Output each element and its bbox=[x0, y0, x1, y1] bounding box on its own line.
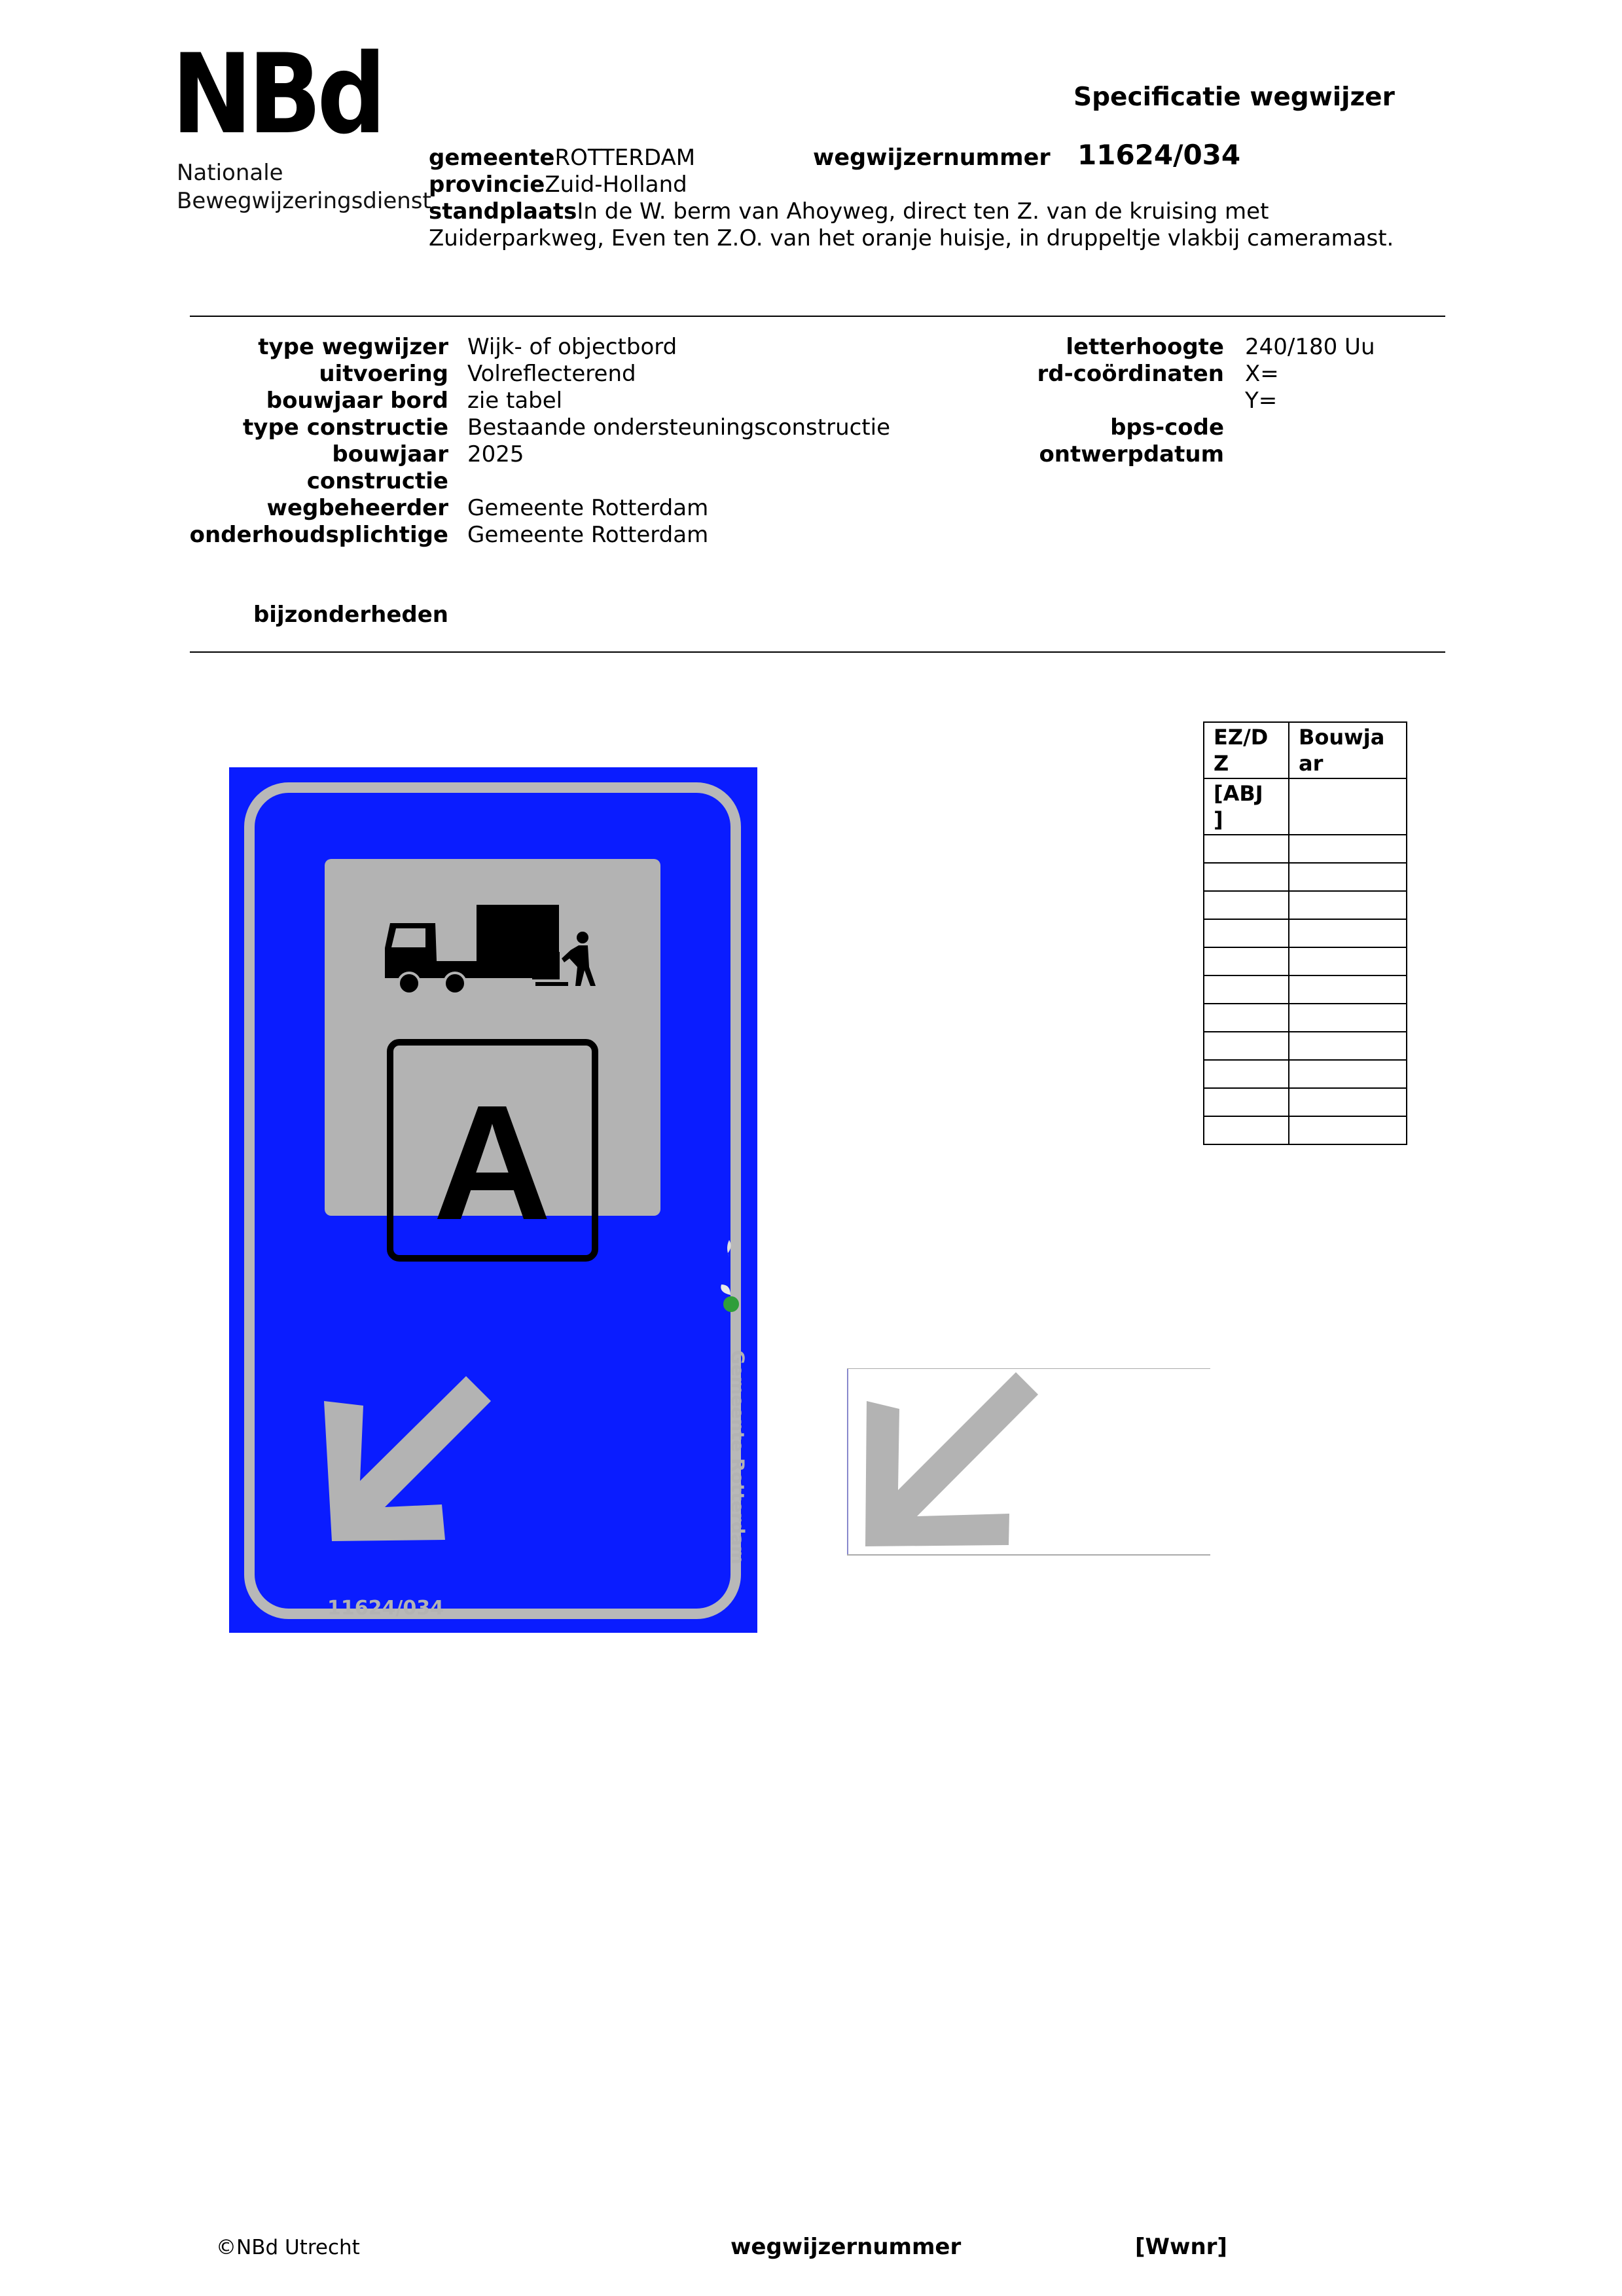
sign-number: 11624/034 bbox=[327, 1597, 444, 1620]
label-bps-code: bps-code bbox=[1110, 414, 1224, 441]
table-header-ezdz: EZ/D Z bbox=[1204, 722, 1289, 778]
value-rd-x: X= bbox=[1245, 361, 1279, 387]
table-cell bbox=[1289, 1060, 1407, 1088]
nbd-logo-mark: NBd bbox=[171, 30, 382, 158]
gemeente-row bbox=[429, 147, 695, 169]
value-type-constructie: Bestaande ondersteuningsconstructie bbox=[467, 414, 890, 441]
table-row bbox=[1204, 835, 1407, 863]
bouwjaar-table bbox=[1203, 721, 1407, 1145]
table-cell bbox=[1289, 891, 1407, 919]
table-cell bbox=[1289, 1116, 1407, 1144]
table-cell bbox=[1289, 863, 1407, 891]
divider-top bbox=[190, 316, 1445, 317]
table-row bbox=[1204, 891, 1407, 919]
table-cell bbox=[1289, 1088, 1407, 1116]
provincie-label: provincie bbox=[429, 172, 545, 198]
table-cell bbox=[1289, 975, 1407, 1004]
divider-bottom bbox=[190, 651, 1445, 653]
gemeente-label: gemeente bbox=[429, 145, 555, 171]
label-onderhoudsplichtige: onderhoudsplichtige bbox=[189, 522, 448, 548]
table-cell bbox=[1204, 975, 1289, 1004]
table-cell bbox=[1289, 947, 1407, 975]
label-type-constructie: type constructie bbox=[243, 414, 448, 441]
value-bouwjaar: 2025 bbox=[467, 441, 524, 467]
table-cell bbox=[1204, 1116, 1289, 1144]
table-cell bbox=[1204, 1088, 1289, 1116]
sign-rendering bbox=[229, 767, 757, 1633]
label-letterhoogte: letterhoogte bbox=[1066, 334, 1224, 360]
value-letterhoogte: 240/180 Uu bbox=[1245, 334, 1375, 360]
provincie-value: Zuid-Holland bbox=[545, 172, 687, 198]
value-bouwjaar-bord: zie tabel bbox=[467, 388, 563, 414]
table-row bbox=[1204, 1004, 1407, 1032]
label-ontwerpdatum: ontwerpdatum bbox=[1039, 441, 1224, 467]
details-left-labels bbox=[164, 334, 448, 549]
arrow-detail-panel bbox=[847, 1368, 1214, 1558]
value-wegbeheerder: Gemeente Rotterdam bbox=[467, 495, 709, 521]
table-cell bbox=[1204, 947, 1289, 975]
label-rd-y bbox=[956, 388, 1224, 414]
details-left-values bbox=[467, 334, 890, 549]
value-ontwerpdatum bbox=[1245, 441, 1375, 468]
value-rd-y: Y= bbox=[1245, 388, 1278, 414]
standplaats-row bbox=[429, 200, 1269, 223]
table-cell bbox=[1289, 919, 1407, 947]
logo-line-2: Bewegwijzeringsdienst bbox=[177, 188, 431, 214]
wegwijzernummer-value: 11624/034 bbox=[1077, 139, 1241, 171]
label-rd-coordinaten: rd-coördinaten bbox=[1037, 361, 1224, 387]
table-row bbox=[1204, 919, 1407, 947]
standplaats-label: standplaats bbox=[429, 198, 577, 225]
arrow-down-left-icon bbox=[865, 1372, 1038, 1546]
sign-vertical-text: Gemeente Rotterdam bbox=[727, 1350, 748, 1565]
table-cell bbox=[1289, 1032, 1407, 1060]
table-row bbox=[1204, 1116, 1407, 1144]
table-cell bbox=[1204, 1060, 1289, 1088]
label-bijzonderheden: bijzonderheden bbox=[253, 602, 448, 628]
table-row bbox=[1204, 1060, 1407, 1088]
table-row bbox=[1204, 778, 1407, 835]
label-wegbeheerder: wegbeheerder bbox=[266, 495, 448, 521]
details-right-values bbox=[1245, 334, 1375, 468]
table-header-bouwjaar: Bouwja ar bbox=[1289, 722, 1407, 778]
table-row bbox=[1204, 863, 1407, 891]
table-cell-abj: [ABJ ] bbox=[1204, 778, 1289, 835]
table-cell bbox=[1289, 778, 1407, 835]
value-onderhoudsplichtige: Gemeente Rotterdam bbox=[467, 522, 709, 548]
table-row bbox=[1204, 1088, 1407, 1116]
label-constructie: constructie bbox=[306, 468, 448, 494]
table-cell bbox=[1204, 835, 1289, 863]
table-row bbox=[1204, 975, 1407, 1004]
table-cell bbox=[1204, 863, 1289, 891]
label-type-wegwijzer: type wegwijzer bbox=[258, 334, 448, 360]
value-bps-code bbox=[1245, 414, 1375, 441]
table-row bbox=[1204, 947, 1407, 975]
sign-letter: A bbox=[433, 1071, 552, 1254]
table-cell bbox=[1204, 1032, 1289, 1060]
label-uitvoering: uitvoering bbox=[319, 361, 448, 387]
details-right-labels bbox=[956, 334, 1224, 468]
footer-wwnr-label: wegwijzernummer bbox=[730, 2234, 962, 2260]
value-type-wegwijzer: Wijk- of objectbord bbox=[467, 334, 677, 360]
footer-wwnr-value: [Wwnr] bbox=[1135, 2234, 1227, 2260]
logo-line-1: Nationale bbox=[177, 160, 283, 186]
table-cell bbox=[1204, 1004, 1289, 1032]
table-cell bbox=[1289, 835, 1407, 863]
gemeente-value: ROTTERDAM bbox=[554, 145, 696, 171]
table-cell bbox=[1289, 1004, 1407, 1032]
value-uitvoering: Volreflecterend bbox=[467, 361, 636, 387]
wegwijzernummer-label: wegwijzernummer bbox=[813, 145, 1051, 171]
document-title: Specificatie wegwijzer bbox=[1073, 82, 1395, 112]
label-bouwjaar-bord: bouwjaar bord bbox=[266, 388, 448, 414]
label-bouwjaar: bouwjaar bbox=[332, 441, 448, 467]
table-row bbox=[1204, 1032, 1407, 1060]
footer-copyright: ©NBd Utrecht bbox=[216, 2236, 360, 2259]
table-cell bbox=[1204, 891, 1289, 919]
standplaats-value-2: Zuiderparkweg, Even ten Z.O. van het oranje huisje, in druppeltje vlakbij cameramast. bbox=[429, 225, 1394, 251]
provincie-row bbox=[429, 173, 687, 196]
table-cell bbox=[1204, 919, 1289, 947]
value-constructie bbox=[467, 468, 890, 495]
standplaats-value-1: In de W. berm van Ahoyweg, direct ten Z. van de kruising met bbox=[577, 198, 1269, 225]
